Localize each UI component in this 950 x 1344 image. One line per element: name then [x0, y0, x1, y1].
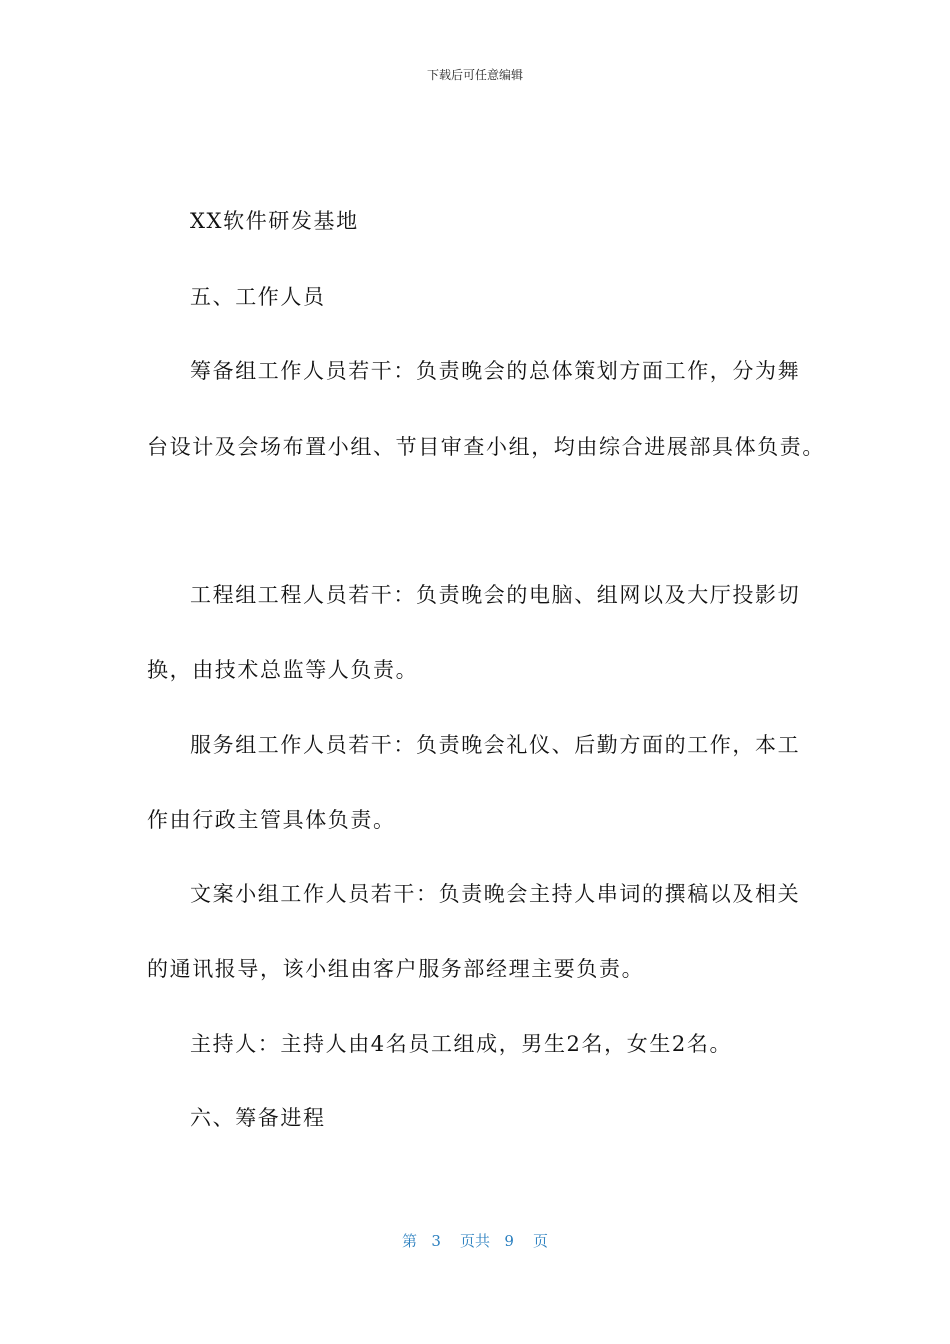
- footer-middle: 页共: [459, 1232, 490, 1250]
- section-heading: 六、筹备进程: [190, 1106, 326, 1130]
- section-heading: 五、工作人员: [190, 285, 326, 309]
- paragraph-line: 主持人：主持人由4名员工组成，男生2名，女生2名。: [190, 1032, 733, 1056]
- paragraph-line: 工程组工程人员若干：负责晚会的电脑、组网以及大厅投影切: [190, 583, 801, 607]
- paragraph-line: XX软件研发基地: [190, 209, 359, 233]
- footer-prefix: 第: [402, 1232, 418, 1250]
- paragraph-line: 文案小组工作人员若干：负责晚会主持人串词的撰稿以及相关: [190, 882, 801, 906]
- paragraph-line: 作由行政主管具体负责。: [147, 808, 396, 832]
- page-footer: [0, 1230, 950, 1251]
- page-header: 下载后可任意编辑: [426, 68, 523, 82]
- paragraph-line: 筹备组工作人员若干：负责晚会的总体策划方面工作，分为舞: [190, 359, 801, 383]
- footer-suffix: 页: [532, 1232, 548, 1250]
- paragraph-line: 台设计及会场布置小组、节目审查小组，均由综合进展部具体负责。: [147, 435, 825, 459]
- paragraph-line: 换，由技术总监等人负责。: [147, 658, 419, 682]
- paragraph-line: 服务组工作人员若干：负责晚会礼仪、后勤方面的工作，本工: [190, 733, 801, 757]
- footer-total-pages: 9: [504, 1232, 514, 1250]
- paragraph-line: 的通讯报导，该小组由客户服务部经理主要负责。: [147, 957, 645, 981]
- footer-current-page: 3: [431, 1232, 441, 1250]
